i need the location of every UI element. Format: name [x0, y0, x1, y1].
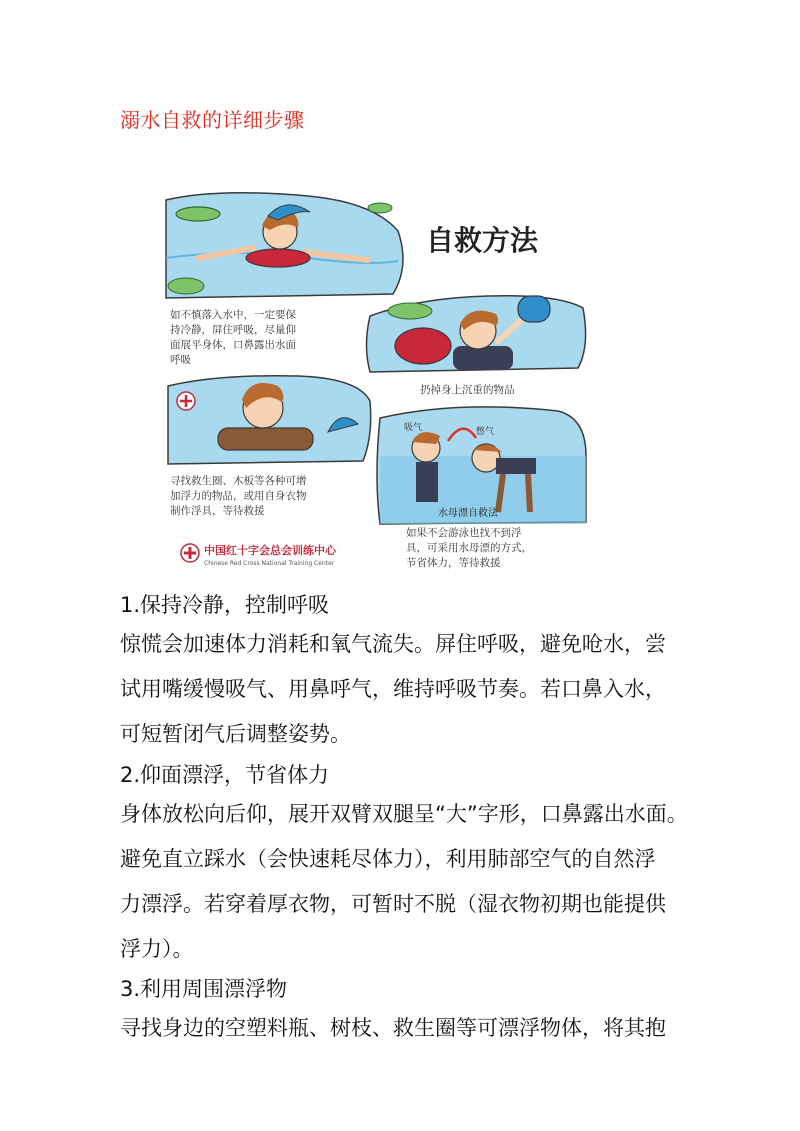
caption-float: 如不慎落入水中，一定要保 持冷静，屏住呼吸，尽量仰 面展平身体，口鼻露出水面 呼吸 — [170, 309, 296, 366]
illustration-title: 自救方法 — [426, 224, 539, 257]
label-inhale: 吸气 — [404, 423, 423, 433]
red-cross-logo — [181, 543, 337, 567]
section-1-text: 惊慌会加速体力消耗和氧气流失。屏住呼吸，避免呛水，尝 试用嘴缓慢吸气、用鼻呼气，维持呼吸节奏。若口鼻入水， 可短暂闭气后调整姿势。 — [120, 632, 666, 746]
caption-discard-text: 扔掉身上沉重的物品 — [420, 384, 515, 396]
section-2-text: 身体放松向后仰，展开双臂双腿呈“大”字形，口鼻露出水面。 避免直立踩水（会快速耗尽体力），利用肺部空气的自然浮 力漂浮。若穿着厚衣物，可暂时不脱（湿衣物初期也能提供 浮力）。 — [120, 802, 688, 961]
caption-buoy: 寻找救生圈、木板等各种可增 加浮力的物品，或用自身衣物 制作浮具，等待救援 — [170, 475, 307, 517]
panel-buoy — [168, 376, 371, 464]
section-3-text: 寻找身边的空塑料瓶、树枝、救生圈等可漂浮物体，将其抱 — [120, 1016, 666, 1040]
section-1-heading: 1.保持冷静，控制呼吸 — [120, 593, 330, 617]
self-rescue-illustration — [158, 186, 598, 571]
caption-jellyfish: 如果不会游泳也找不到浮 具，可采用水母漂的方式， 节省体力，等待救援 — [406, 527, 532, 569]
logo-en: Chinese Red Cross National Training Center — [204, 560, 335, 567]
caption-discard — [420, 383, 515, 396]
panel-jellyfish-float — [377, 407, 586, 524]
section-3-heading: 3.利用周围漂浮物 — [120, 977, 288, 1001]
caption-jellyfish-title: 水母漂自救法 — [438, 508, 498, 519]
page-title: 溺水自救的详细步骤 — [120, 108, 305, 132]
section-2-heading: 2.仰面漂浮，节省体力 — [120, 763, 330, 787]
label-hold-breath: 憋气 — [476, 427, 495, 437]
logo-cn: 中国红十字会总会训练中心 — [204, 544, 336, 557]
